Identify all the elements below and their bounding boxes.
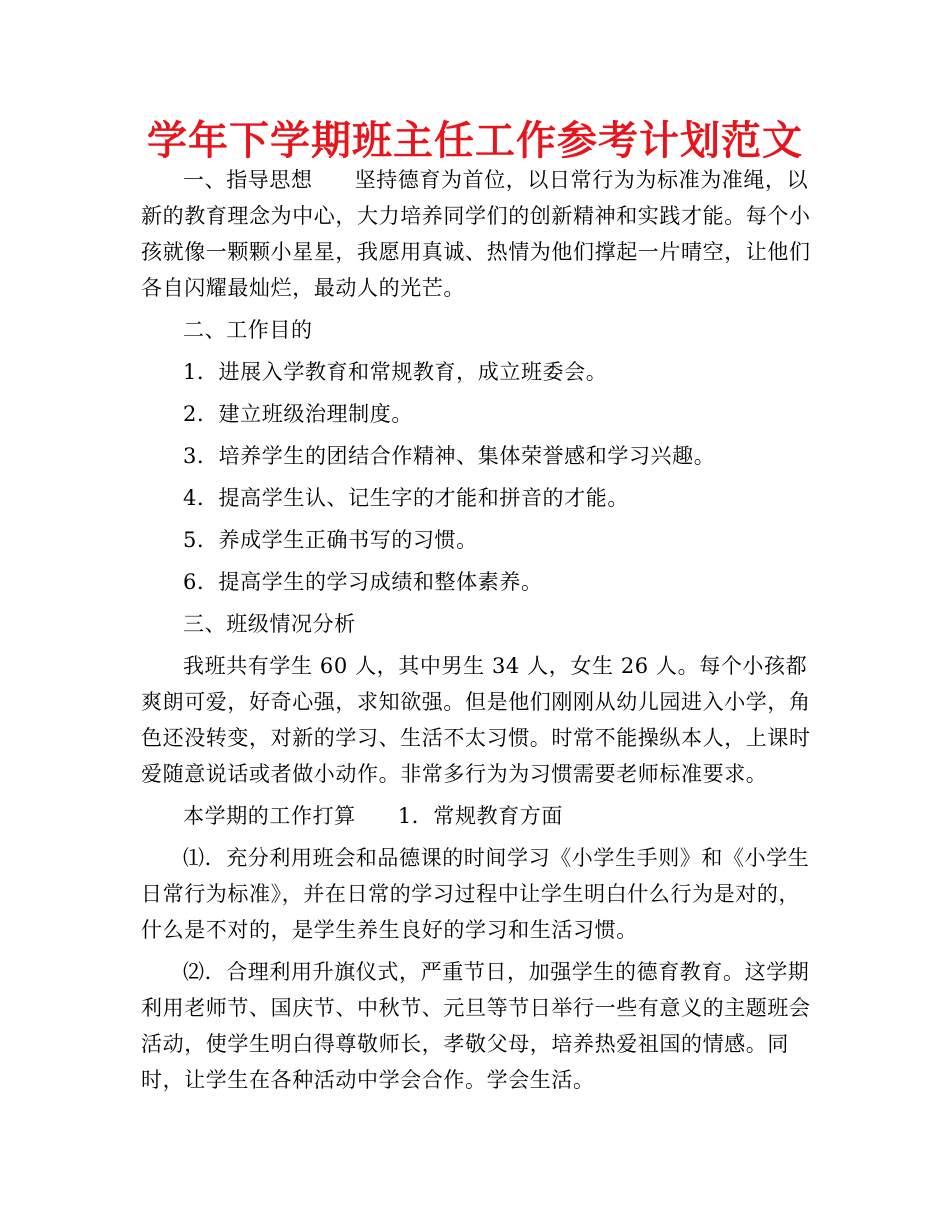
goal-item-5: 5．养成学生正确书写的习惯。 [183,528,478,552]
plan-subheading: 1．常规教育方面 [397,804,563,828]
document-body [141,162,821,1098]
plan-heading-line [141,798,821,834]
plan-item-1: ⑴．充分利用班会和品德课的时间学习《小学生手则》和《小学生日常行为标准》，并在日常的学习过程中让学生明白什么行为是对的，什么是不对的，是学生养生良好的学习和生活习惯。 [141,846,810,942]
goal-item-1: 1．进展入学教育和常规教育，成立班委会。 [183,360,608,384]
plan-item-2: ⑵．合理利用升旗仪式，严重节日，加强学生的德育教育。这学期利用老师节、国庆节、中秋节、元旦等节日举行一些有意义的主题班会活动，使学生明白得尊敬师长，孝敬父母，培养热爱祖国的情感。同时，让学生在各种活动中学会合作。学会生活。 [141,960,811,1092]
document-title: 学年下学期班主任工作参考计划范文 [147,118,803,164]
goal-item-6: 6．提高学生的学习成绩和整体素养。 [183,570,543,594]
goal-item-2: 2．建立班级治理制度。 [183,402,413,426]
goal-item-3: 3．培养学生的团结合作精神、集体荣誉感和学习兴趣。 [183,444,716,468]
section2-heading: 二、工作目的 [183,318,313,342]
plan-heading: 本学期的工作打算 [183,804,356,828]
section3-text: 我班共有学生 60 人，其中男生 34 人，女生 26 人。每个小孩都爽朗可爱，好奇心强，求知欲强。但是他们刚刚从幼儿园进入小学，角色还没转变，对新的学习、生活不太习惯。时常不能操纵本人，上课时爱随意说话或者做小动作。非常多行为为习惯需要老师标准要求。 [141,654,811,786]
section1-paragraph [141,162,821,306]
goal-item-4: 4．提高学生认、记生字的才能和拼音的才能。 [183,486,629,510]
section1-heading: 一、指导思想 [183,168,313,192]
section3-heading: 三、班级情况分析 [183,612,356,636]
section1-text: 坚持德育为首位，以日常行为为标准为准绳，以新的教育理念为中心，大力培养同学们的创新精神和实践才能。每个小孩就像一颗颗小星星，我愿用真诚、热情为他们撑起一片晴空，让他们各自闪耀最灿烂，最动人的光芒。 [141,168,811,300]
